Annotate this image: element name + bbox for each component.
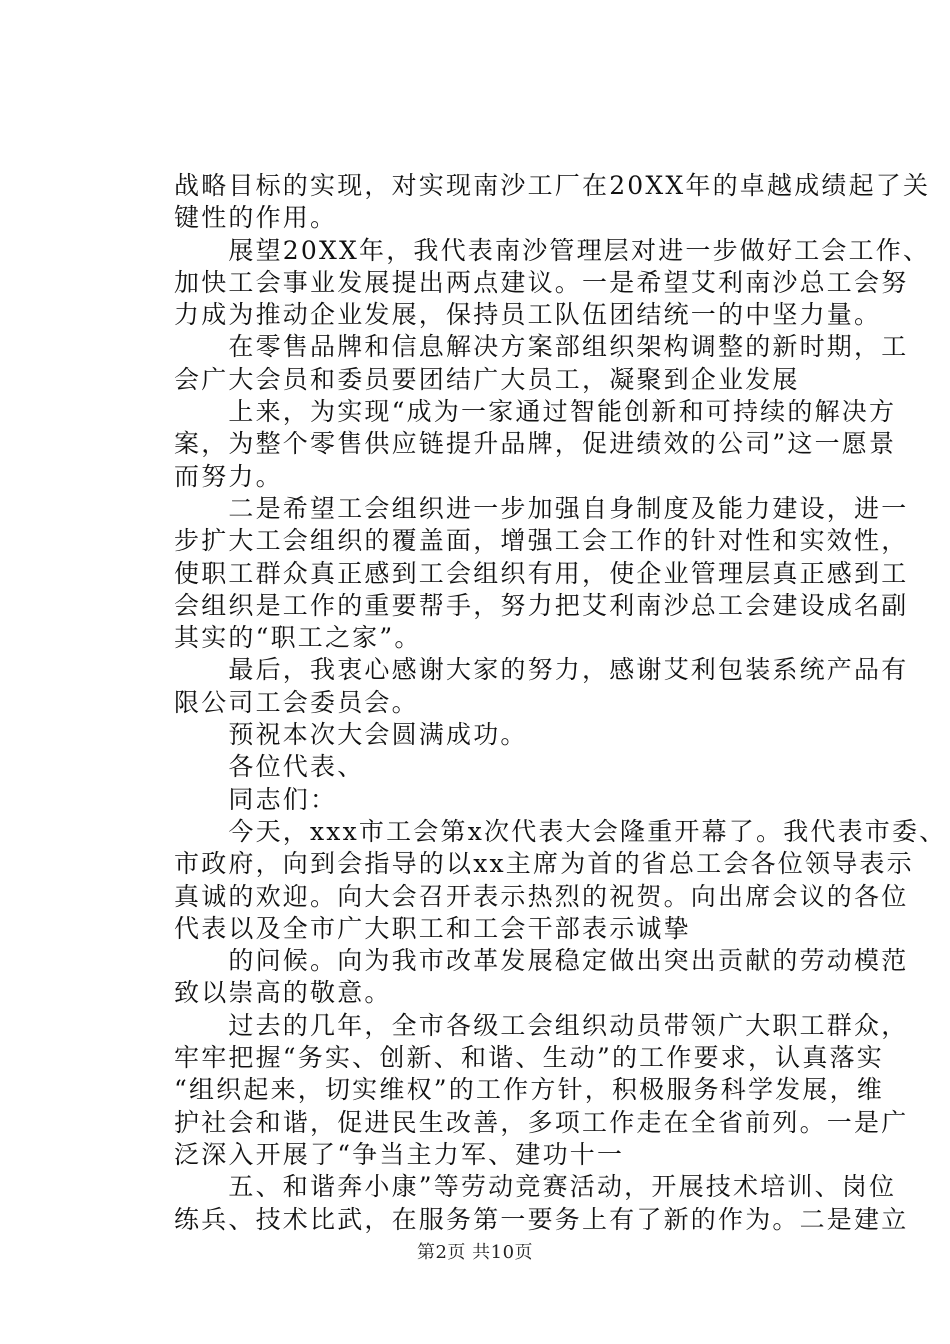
text-line: 上来，为实现“成为一家通过智能创新和可持续的解决方 xyxy=(174,397,897,427)
page-number-footer: 第2页 共10页 xyxy=(416,1242,534,1263)
text-line: 练兵、技术比武，在服务第一要务上有了新的作为。二是建立 xyxy=(174,1204,909,1234)
text-line: 键性的作用。 xyxy=(174,203,338,233)
text-line: 牢牢把握“务实、创新、和谐、生动”的工作要求，认真落实 xyxy=(174,1043,884,1073)
text-line: 加快工会事业发展提出两点建议。一是希望艾利南沙总工会努 xyxy=(174,267,909,297)
text-line: 会广大会员和委员要团结广大员工，凝聚到企业发展 xyxy=(174,364,800,394)
text-line: 其实的“职工之家”。 xyxy=(174,623,422,653)
text-line: 泛深入开展了“争当主力军、建功十一 xyxy=(174,1139,625,1169)
text-line: 二是希望工会组织进一步加强自身制度及能力建设，进一 xyxy=(174,493,909,523)
text-line: 护社会和谐，促进民生改善，多项工作走在全省前列。一是广 xyxy=(174,1107,909,1137)
text-line: “组织起来，切实维权”的工作方针，积极服务科学发展，维 xyxy=(174,1075,884,1105)
text-line: 最后，我衷心感谢大家的努力，感谢艾利包装系统产品有 xyxy=(174,655,909,685)
text-line: 过去的几年，全市各级工会组织动员带领广大职工群众， xyxy=(174,1010,909,1040)
text-line: 力成为推动企业发展，保持员工队伍团结统一的中坚力量。 xyxy=(174,300,882,330)
text-line: 在零售品牌和信息解决方案部组织架构调整的新时期，工 xyxy=(174,332,909,362)
text-line: 限公司工会委员会。 xyxy=(174,687,419,717)
text-line: 五、和谐奔小康”等劳动竞赛活动，开展技术培训、岗位 xyxy=(174,1172,897,1202)
text-line: 的问候。向为我市改革发展稳定做出突出贡献的劳动模范 xyxy=(174,946,909,976)
text-line: 使职工群众真正感到工会组织有用，使企业管理层真正感到工 xyxy=(174,558,909,588)
text-line: 同志们： xyxy=(174,784,338,814)
text-line: 步扩大工会组织的覆盖面，增强工会工作的针对性和实效性， xyxy=(174,526,909,556)
document-body xyxy=(174,170,947,1236)
text-line: 而努力。 xyxy=(174,461,283,491)
text-line: 战略目标的实现，对实现南沙工厂在20XX年的卓越成绩起了关 xyxy=(174,171,931,200)
text-line: 致以崇高的敬意。 xyxy=(174,978,392,1008)
text-line: 预祝本次大会圆满成功。 xyxy=(174,720,528,750)
text-line: 今天，xxx市工会第x次代表大会隆重开幕了。我代表市委、 xyxy=(174,816,947,846)
text-line: 会组织是工作的重要帮手，努力把艾利南沙总工会建设成名副 xyxy=(174,590,909,620)
text-line: 各位代表、 xyxy=(174,752,365,782)
text-line: 展望20XX年，我代表南沙管理层对进一步做好工会工作、 xyxy=(174,235,931,265)
text-line: 代表以及全市广大职工和工会干部表示诚挚 xyxy=(174,913,691,943)
text-line: 真诚的欢迎。向大会召开表示热烈的祝贺。向出席会议的各位 xyxy=(174,881,909,911)
text-line: 市政府，向到会指导的以xx主席为首的省总工会各位领导表示 xyxy=(174,849,914,879)
text-line: 案，为整个零售供应链提升品牌，促进绩效的公司”这一愿景 xyxy=(174,429,897,459)
